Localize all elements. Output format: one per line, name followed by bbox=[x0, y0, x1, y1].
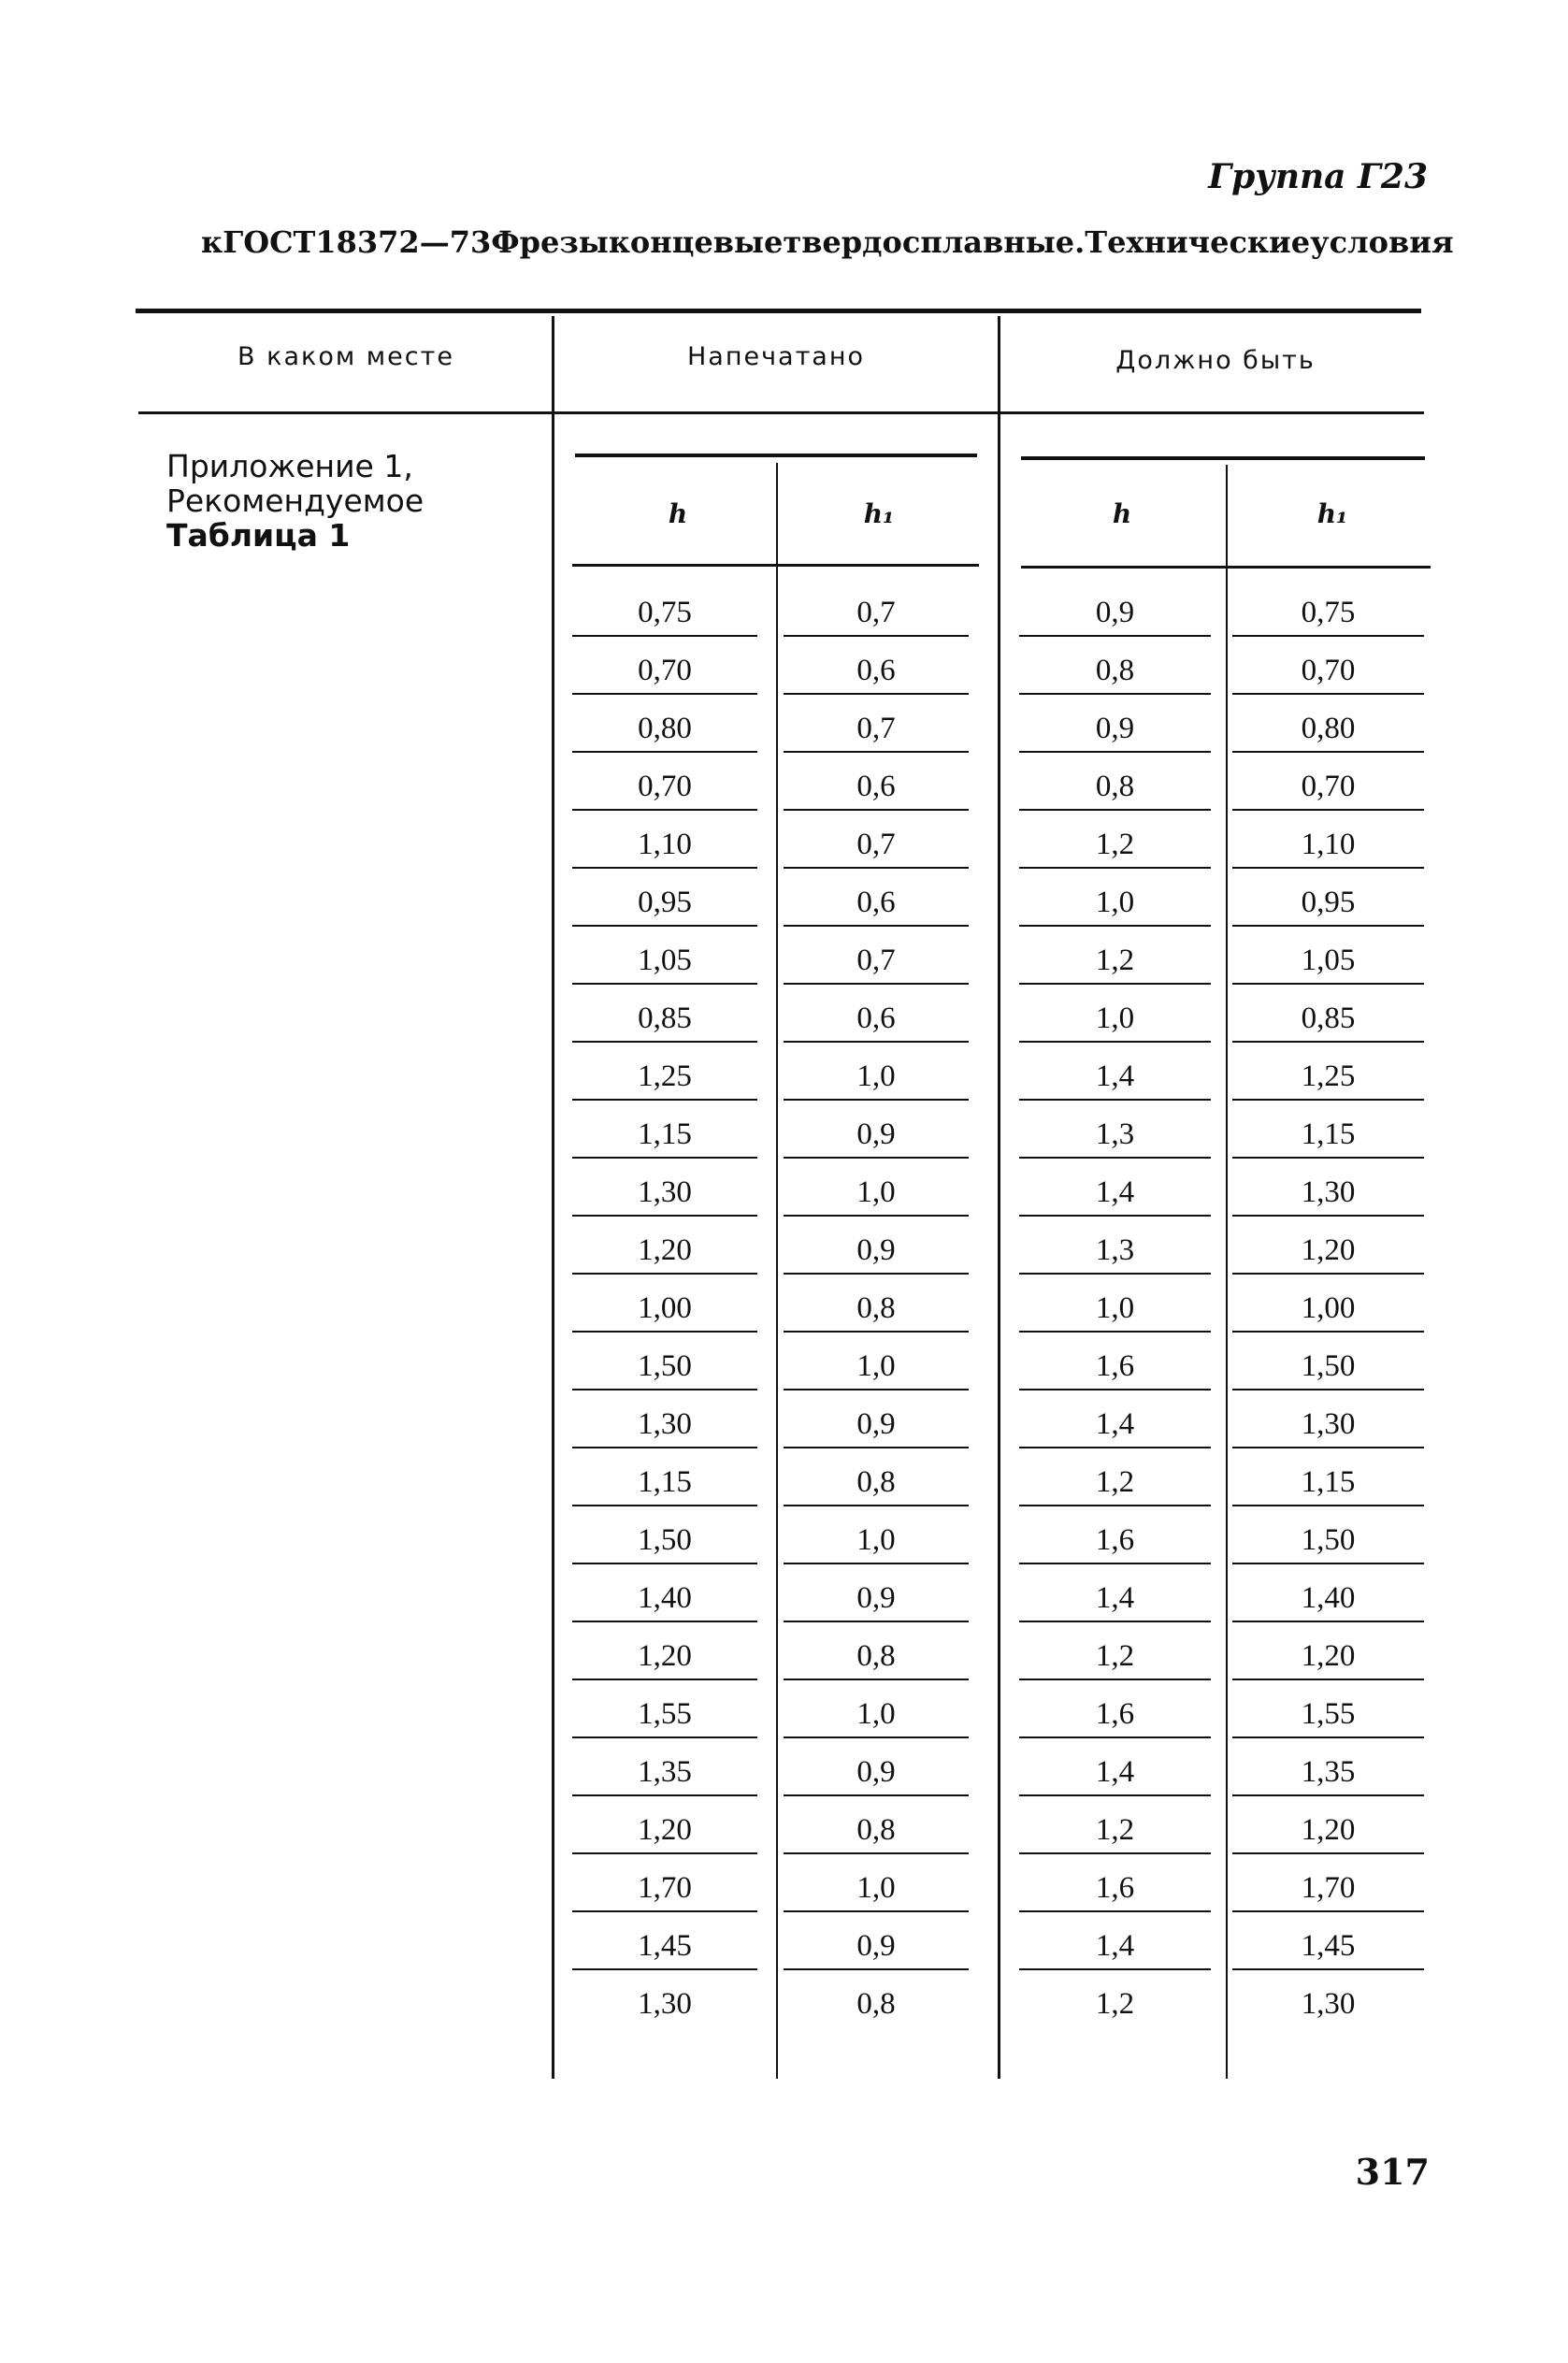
table-row bbox=[0, 1222, 1568, 1280]
cell-printed-h: 1,45 bbox=[572, 1918, 757, 1970]
cell-printed-h1: 0,6 bbox=[784, 642, 969, 695]
cell-should-h1: 1,05 bbox=[1232, 932, 1424, 985]
cell-should-h: 1,2 bbox=[1019, 1802, 1211, 1854]
cell-printed-h1: 0,8 bbox=[784, 1280, 969, 1333]
title-word: к bbox=[201, 224, 223, 260]
cell-should-h: 1,0 bbox=[1019, 1280, 1211, 1333]
cell-should-h1: 1,20 bbox=[1232, 1802, 1424, 1854]
page-number: 317 bbox=[1355, 2151, 1430, 2193]
cell-printed-h1: 1,0 bbox=[784, 1048, 969, 1101]
cell-should-h: 1,6 bbox=[1019, 1860, 1211, 1912]
table-row bbox=[0, 932, 1568, 990]
cell-printed-h: 1,50 bbox=[572, 1338, 757, 1390]
cell-should-h: 1,2 bbox=[1019, 816, 1211, 869]
printed-subheader-top-rule bbox=[575, 454, 977, 457]
title-word: твердосплавные. bbox=[783, 224, 1086, 260]
location-line-3: Таблица 1 bbox=[166, 517, 351, 554]
cell-should-h: 1,4 bbox=[1019, 1570, 1211, 1622]
cell-should-h1: 1,20 bbox=[1232, 1628, 1424, 1680]
cell-printed-h: 0,80 bbox=[572, 700, 757, 753]
column-header-should-be: Должно быть bbox=[1115, 346, 1316, 375]
table-row bbox=[0, 1918, 1568, 1976]
cell-printed-h1: 0,6 bbox=[784, 990, 969, 1043]
cell-printed-h1: 0,8 bbox=[784, 1454, 969, 1506]
table-row bbox=[0, 874, 1568, 932]
cell-should-h: 1,4 bbox=[1019, 1918, 1211, 1970]
cell-should-h: 1,4 bbox=[1019, 1048, 1211, 1101]
cell-should-h1: 0,75 bbox=[1232, 584, 1424, 637]
cell-printed-h: 1,00 bbox=[572, 1280, 757, 1333]
table-row bbox=[0, 816, 1568, 874]
cell-printed-h: 1,10 bbox=[572, 816, 757, 869]
subheader-should-h: h bbox=[1112, 498, 1132, 529]
table-row bbox=[0, 1396, 1568, 1454]
cell-printed-h1: 0,9 bbox=[784, 1106, 969, 1159]
subheader-should-h1: h₁ bbox=[1316, 498, 1348, 529]
cell-printed-h: 1,25 bbox=[572, 1048, 757, 1101]
should-subheader-bottom-rule bbox=[1021, 566, 1431, 569]
cell-should-h1: 1,70 bbox=[1232, 1860, 1424, 1912]
cell-should-h1: 1,50 bbox=[1232, 1338, 1424, 1390]
table-row bbox=[0, 1976, 1568, 2034]
cell-should-h: 0,9 bbox=[1019, 700, 1211, 753]
cell-should-h: 1,4 bbox=[1019, 1164, 1211, 1217]
table-row bbox=[0, 1106, 1568, 1164]
cell-printed-h1: 1,0 bbox=[784, 1860, 969, 1912]
cell-should-h1: 1,15 bbox=[1232, 1106, 1424, 1159]
cell-should-h1: 1,10 bbox=[1232, 816, 1424, 869]
cell-printed-h1: 0,9 bbox=[784, 1570, 969, 1622]
cell-printed-h: 0,70 bbox=[572, 758, 757, 811]
title-word: условия bbox=[1310, 224, 1454, 260]
title-word: ГОСТ bbox=[223, 224, 316, 260]
table-row bbox=[0, 1338, 1568, 1396]
cell-printed-h: 0,85 bbox=[572, 990, 757, 1043]
cell-printed-h1: 1,0 bbox=[784, 1512, 969, 1564]
table-row bbox=[0, 1048, 1568, 1106]
title-word: Фрезы bbox=[491, 224, 609, 260]
location-line-1: Приложение 1, bbox=[166, 448, 413, 484]
location-line-2: Рекомендуемое bbox=[166, 483, 424, 519]
cell-should-h: 1,6 bbox=[1019, 1686, 1211, 1738]
title-word: Технические bbox=[1085, 224, 1311, 260]
cell-printed-h: 1,20 bbox=[572, 1628, 757, 1680]
cell-printed-h: 1,05 bbox=[572, 932, 757, 985]
table-row bbox=[0, 1512, 1568, 1570]
table-row bbox=[0, 990, 1568, 1048]
title-word: 18372—73 bbox=[315, 224, 492, 260]
cell-should-h: 1,6 bbox=[1019, 1338, 1211, 1390]
cell-should-h1: 1,20 bbox=[1232, 1222, 1424, 1275]
cell-should-h: 0,8 bbox=[1019, 758, 1211, 811]
title-word: концевые bbox=[608, 224, 784, 260]
cell-printed-h1: 0,7 bbox=[784, 816, 969, 869]
cell-printed-h1: 0,7 bbox=[784, 584, 969, 637]
subheader-printed-h: h bbox=[668, 498, 688, 529]
table-row bbox=[0, 1686, 1568, 1744]
table-row bbox=[0, 642, 1568, 700]
cell-printed-h: 1,20 bbox=[572, 1222, 757, 1275]
cell-printed-h: 1,15 bbox=[572, 1454, 757, 1506]
cell-should-h1: 1,30 bbox=[1301, 1987, 1356, 2021]
cell-printed-h1: 0,6 bbox=[784, 874, 969, 927]
table-row bbox=[0, 584, 1568, 642]
table-row bbox=[0, 1744, 1568, 1802]
group-label: Группа Г23 bbox=[1208, 157, 1428, 196]
cell-printed-h1: 0,9 bbox=[784, 1222, 969, 1275]
cell-should-h: 1,0 bbox=[1019, 990, 1211, 1043]
printed-subheader-bottom-rule bbox=[572, 564, 979, 567]
subheader-printed-h1: h₁ bbox=[863, 498, 895, 529]
cell-should-h1: 1,45 bbox=[1232, 1918, 1424, 1970]
cell-printed-h: 1,30 bbox=[638, 1987, 692, 2021]
table-row bbox=[0, 1570, 1568, 1628]
cell-printed-h: 1,20 bbox=[572, 1802, 757, 1854]
cell-printed-h1: 0,9 bbox=[784, 1918, 969, 1970]
cell-should-h1: 1,25 bbox=[1232, 1048, 1424, 1101]
column-header-printed: Напечатано bbox=[686, 342, 866, 371]
cell-printed-h: 1,30 bbox=[572, 1396, 757, 1448]
cell-should-h1: 1,15 bbox=[1232, 1454, 1424, 1506]
cell-should-h1: 1,50 bbox=[1232, 1512, 1424, 1564]
cell-printed-h1: 0,9 bbox=[784, 1744, 969, 1796]
cell-should-h1: 1,30 bbox=[1232, 1396, 1424, 1448]
cell-should-h1: 0,95 bbox=[1232, 874, 1424, 927]
cell-printed-h: 1,30 bbox=[572, 1164, 757, 1217]
table-top-rule bbox=[136, 309, 1421, 313]
cell-printed-h1: 0,8 bbox=[784, 1628, 969, 1680]
cell-printed-h1: 0,7 bbox=[784, 700, 969, 753]
cell-should-h1: 1,40 bbox=[1232, 1570, 1424, 1622]
column-header-location: В каком месте bbox=[237, 342, 454, 371]
cell-printed-h: 0,95 bbox=[572, 874, 757, 927]
cell-should-h: 1,4 bbox=[1019, 1396, 1211, 1448]
cell-should-h: 0,9 bbox=[1019, 584, 1211, 637]
cell-printed-h1: 1,0 bbox=[784, 1164, 969, 1217]
table-row bbox=[0, 1628, 1568, 1686]
cell-should-h: 1,3 bbox=[1019, 1106, 1211, 1159]
cell-should-h: 1,2 bbox=[1019, 1628, 1211, 1680]
cell-printed-h1: 0,8 bbox=[784, 1802, 969, 1854]
should-subheader-top-rule bbox=[1021, 456, 1425, 460]
cell-should-h1: 1,35 bbox=[1232, 1744, 1424, 1796]
cell-printed-h: 1,50 bbox=[572, 1512, 757, 1564]
cell-printed-h: 1,15 bbox=[572, 1106, 757, 1159]
table-row bbox=[0, 1454, 1568, 1512]
cell-printed-h: 0,70 bbox=[572, 642, 757, 695]
table-row bbox=[0, 1164, 1568, 1222]
cell-printed-h1: 0,9 bbox=[784, 1396, 969, 1448]
cell-should-h: 1,6 bbox=[1019, 1512, 1211, 1564]
cell-should-h: 1,0 bbox=[1019, 874, 1211, 927]
table-row bbox=[0, 1860, 1568, 1918]
cell-should-h: 1,2 bbox=[1019, 932, 1211, 985]
document-title bbox=[201, 224, 1454, 260]
cell-should-h1: 0,70 bbox=[1232, 642, 1424, 695]
table-row bbox=[0, 758, 1568, 816]
cell-printed-h1: 0,6 bbox=[784, 758, 969, 811]
cell-should-h1: 1,55 bbox=[1232, 1686, 1424, 1738]
cell-should-h1: 0,80 bbox=[1232, 700, 1424, 753]
cell-should-h1: 0,85 bbox=[1232, 990, 1424, 1043]
table-row bbox=[0, 700, 1568, 758]
table-row bbox=[0, 1280, 1568, 1338]
cell-printed-h1: 1,0 bbox=[784, 1686, 969, 1738]
table-header-bottom-rule bbox=[138, 411, 1424, 414]
cell-should-h1: 1,30 bbox=[1232, 1164, 1424, 1217]
cell-printed-h1: 0,7 bbox=[784, 932, 969, 985]
cell-should-h: 1,4 bbox=[1019, 1744, 1211, 1796]
cell-should-h: 1,2 bbox=[1019, 1454, 1211, 1506]
cell-printed-h: 1,40 bbox=[572, 1570, 757, 1622]
cell-should-h: 1,2 bbox=[1095, 1987, 1135, 2021]
cell-should-h1: 1,00 bbox=[1232, 1280, 1424, 1333]
cell-should-h: 1,3 bbox=[1019, 1222, 1211, 1275]
table-row bbox=[0, 1802, 1568, 1860]
cell-printed-h: 0,75 bbox=[572, 584, 757, 637]
cell-printed-h1: 1,0 bbox=[784, 1338, 969, 1390]
cell-printed-h1: 0,8 bbox=[856, 1987, 896, 2021]
cell-should-h: 0,8 bbox=[1019, 642, 1211, 695]
cell-printed-h: 1,70 bbox=[572, 1860, 757, 1912]
cell-printed-h: 1,55 bbox=[572, 1686, 757, 1738]
cell-should-h1: 0,70 bbox=[1232, 758, 1424, 811]
cell-printed-h: 1,35 bbox=[572, 1744, 757, 1796]
location-cell bbox=[166, 449, 424, 553]
